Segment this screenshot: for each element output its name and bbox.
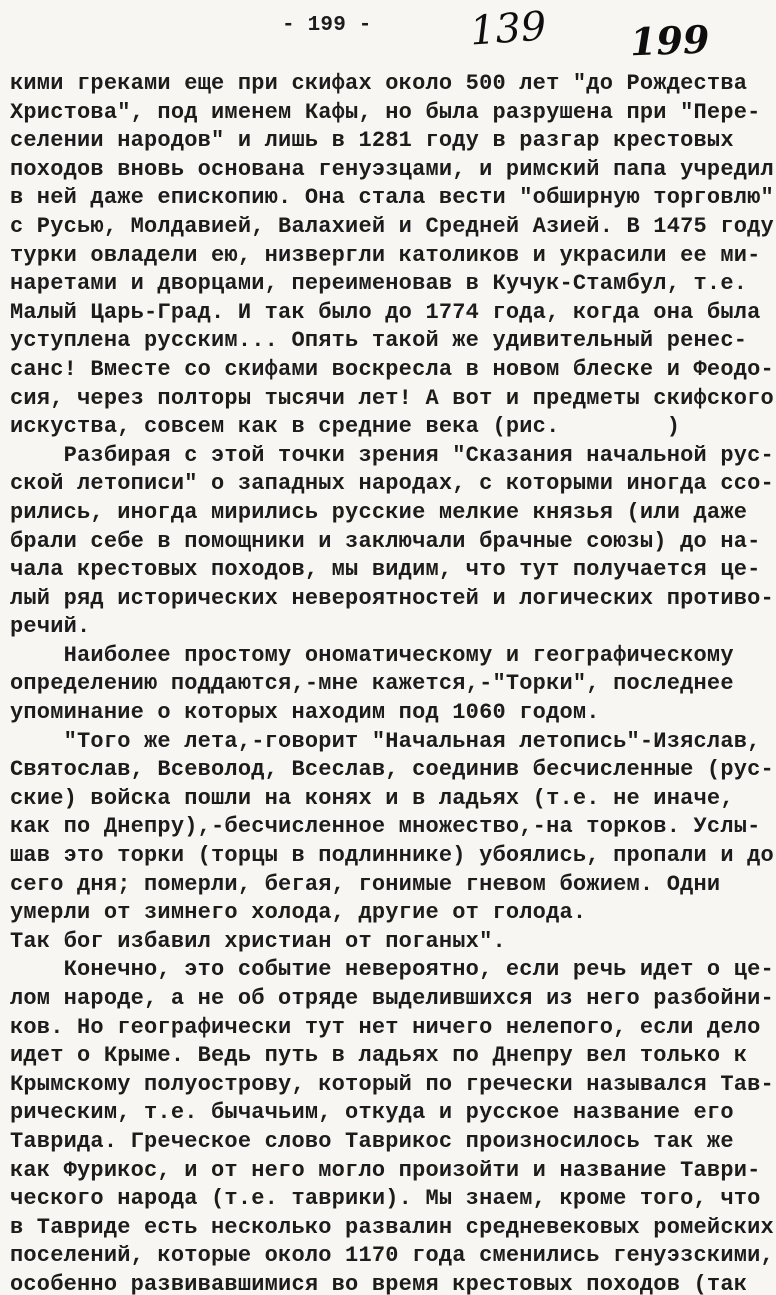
- page-number: - 199 -: [282, 14, 372, 37]
- text-line: селении народов" и лишь в 1281 году в разгар крестовых: [10, 128, 734, 154]
- text-line: искуства, совсем как в средние века (рис. ): [10, 414, 681, 440]
- text-line: ческого народа (т.е. таврики). Мы знаем, кроме того, что: [10, 1186, 761, 1212]
- body-text: [10, 70, 776, 1295]
- text-line: кими греками еще при скифах около 500 лет "до Рождества: [10, 71, 748, 96]
- text-line: турки овладели ею, низвергли католиков и украсили ее ми-: [10, 242, 761, 268]
- text-line: сего дня; померли, бегая, гонимые гневом божием. Одни: [10, 871, 721, 897]
- text-line: Таврида. Греческое слово Таврикос произносилось так же: [10, 1128, 734, 1154]
- text-line: сия, через полторы тысячи лет! А вот и предметы скифского: [10, 385, 774, 411]
- text-line: умерли от зимнего холода, другие от голода.: [10, 900, 587, 926]
- text-line: Наиболее простому ономатическому и географическому: [10, 642, 734, 668]
- text-line: рическим, т.е. бычачьим, откуда и русское название его: [10, 1100, 734, 1126]
- text-line: лом народе, а не об отряде выделившихся из него разбойни-: [10, 986, 774, 1011]
- text-line: в Тавриде есть несколько развалин средневековых ромейских: [10, 1214, 774, 1240]
- text-line: поселений, которые около 1170 года сменились генуэзскими,: [10, 1243, 774, 1269]
- handwritten-number-left: 139: [468, 3, 548, 55]
- text-line: в ней даже епископию. Она стала вести "обширную торговлю": [10, 185, 774, 211]
- handwritten-number-right: 199: [629, 16, 711, 65]
- text-line: наретами и дворцами, переименовав в Кучук-Стамбул, т.е.: [10, 271, 748, 297]
- text-line: брали себе в помощники и заключали брачные союзы) до на-: [10, 528, 761, 554]
- text-line: Так бог избавил христиан от поганых".: [10, 928, 506, 954]
- text-line: "Того же лета,-говорит "Начальная летопись"-Изяслав,: [10, 728, 761, 754]
- text-line: Конечно, это событие невероятно, если речь идет о це-: [10, 957, 774, 983]
- text-line: как по Днепру),-бесчисленное множество,-на торков. Услы-: [10, 814, 761, 840]
- text-line: лый ряд исторических невероятностей и логических противо-: [10, 585, 774, 611]
- text-line: походов вновь основана генуэзцами, и римский папа учредил: [10, 156, 774, 182]
- text-line: ской летописи" о западных народах, с которыми иногда ссо-: [10, 471, 774, 497]
- text-line: рились, иногда мирились русские мелкие князья (или даже: [10, 499, 748, 525]
- text-line: речий.: [10, 614, 91, 640]
- text-line: Святослав, Всеволод, Всеслав, соединив бесчисленные (рус-: [10, 757, 774, 783]
- text-line: чала крестовых походов, мы видим, что тут получается це-: [10, 557, 761, 583]
- text-line: Крымскому полуострову, который по гречески назывался Тав-: [10, 1071, 774, 1097]
- text-line: ские) войска пошли на конях и в ладьях (т.е. не иначе,: [10, 785, 734, 811]
- text-line: идет о Крыме. Ведь путь в ладьях по Днепру вел только к: [10, 1043, 748, 1069]
- text-line: особенно развивавшимися во время крестовых походов (так: [10, 1271, 748, 1295]
- text-line: уступлена русским... Опять такой же удивительный ренес-: [10, 328, 748, 354]
- text-line: Малый Царь-Град. И так было до 1774 года, когда она была: [10, 299, 761, 325]
- text-line: с Русью, Молдавией, Валахией и Средней Азией. В 1475 году: [10, 213, 774, 239]
- text-line: санс! Вместе со скифами воскресла в новом блеске и Феодо-: [10, 356, 774, 382]
- text-line: шав это торки (торцы в подлиннике) убоялись, пропали и до: [10, 843, 774, 869]
- text-line: Разбирая с этой точки зрения "Сказания начальной рус-: [10, 442, 774, 468]
- text-line: как Фурикос, и от него могло произойти и название Таври-: [10, 1157, 761, 1183]
- text-line: определению поддаются,-мне кажется,-"Торки", последнее: [10, 671, 734, 697]
- text-line: Христова", под именем Кафы, но была разрушена при "Пере-: [10, 99, 761, 125]
- text-line: упоминание о которых находим под 1060 годом.: [10, 700, 600, 726]
- text-line: ков. Но географически тут нет ничего нелепого, если дело: [10, 1014, 761, 1040]
